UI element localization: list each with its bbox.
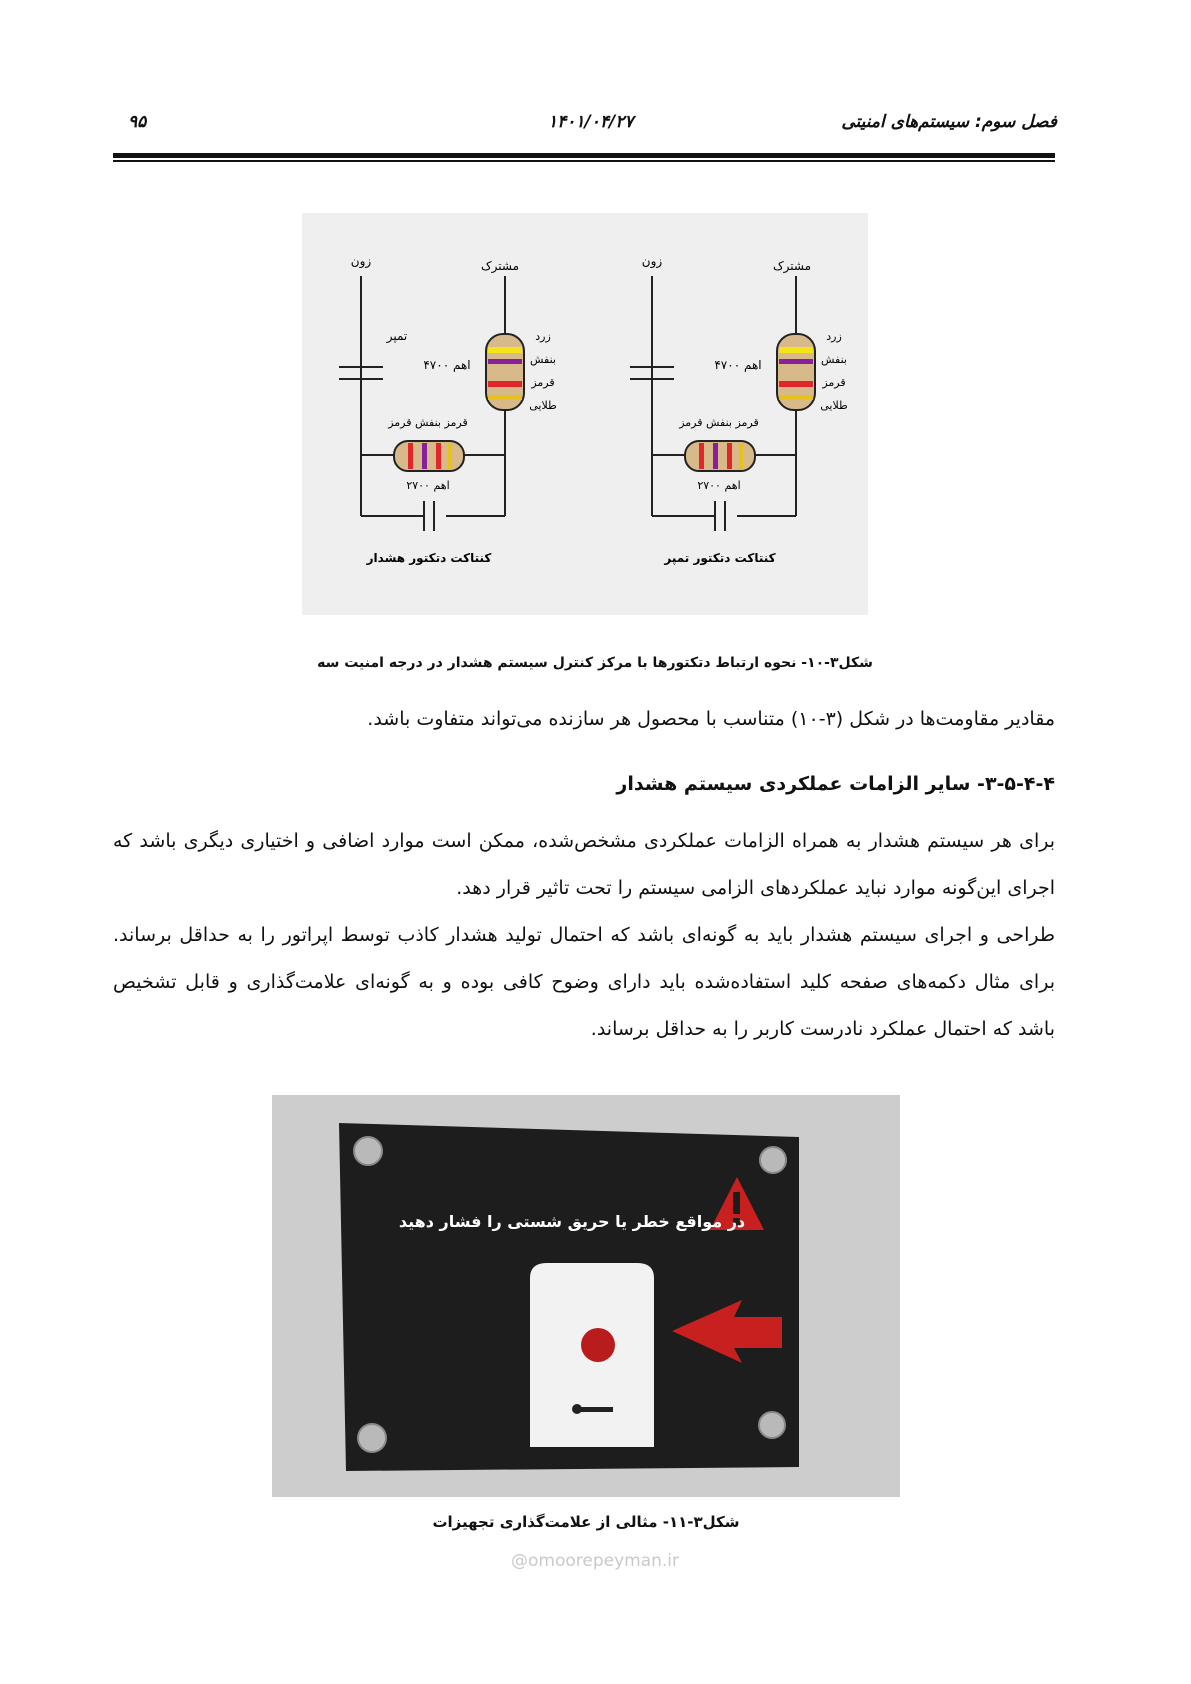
r2-colors: قرمز بنفش قرمز: [388, 416, 468, 429]
header-rule-thin: [113, 160, 1055, 162]
section-heading: ۳-۵-۴-۴- سایر الزامات عملکردی سیستم هشدار: [616, 773, 1055, 795]
resistor-2700-right: [685, 441, 755, 471]
paragraph-line: باشد که احتمال عملکرد نادرست کاربر را به حداقل برساند.: [590, 1018, 1055, 1040]
circuit-figure: [302, 213, 868, 615]
circuit-alarm: [339, 276, 505, 531]
contact-label: کنتاکت دتکتور هشدار: [366, 551, 492, 565]
r1-color-1: زرد: [535, 330, 551, 343]
zone-label: زون: [641, 254, 663, 268]
r1-color-4: طلایی: [820, 399, 848, 412]
common-label: مشترک: [480, 259, 520, 273]
r2-value: ۲۷۰۰ اهم: [406, 479, 450, 492]
r1-color-2: بنفش: [530, 353, 556, 366]
red-indicator-icon: [581, 1328, 615, 1362]
equipment-photo: [272, 1095, 900, 1497]
paragraph-2: [113, 818, 1055, 1053]
contact-label: کنتاکت دتکتور تمپر: [664, 551, 776, 565]
resistor-2700-left: [394, 441, 464, 471]
screw-icon: [354, 1137, 382, 1165]
paragraph-1: مقادیر مقاومت‌ها در شکل (۳-۱۰) متناسب با محصول هر سازنده می‌تواند متفاوت باشد.: [367, 708, 1055, 730]
circuit-tamper: [630, 276, 796, 531]
figure2-caption: شکل۳-۱۱- مثالی از علامت‌گذاری تجهیزات: [432, 1513, 740, 1531]
r1-value: ۴۷۰۰ اهم: [423, 358, 471, 372]
header-rule: [113, 153, 1055, 158]
paragraph-line: برای هر سیستم هشدار به همراه الزامات عملکردی مشخص‌شده، ممکن است موارد اضافی و اختیاری دیگری باشد که: [113, 830, 1055, 852]
page-number: ۹۵: [128, 112, 147, 132]
r1-value: ۴۷۰۰ اهم: [714, 358, 762, 372]
paragraph-line: اجرای این‌گونه موارد نباید عملکردهای الزامی سیستم را تحت تاثیر قرار دهد.: [456, 877, 1055, 899]
r1-color-3: قرمز: [531, 376, 555, 389]
r2-colors: قرمز بنفش قرمز: [679, 416, 759, 429]
figure1-caption: شکل۳-۱۰- نحوه ارتباط دتکتورها با مرکز کنترل سیستم هشدار در درجه امنیت سه: [317, 655, 873, 671]
screw-icon: [760, 1147, 786, 1173]
r2-value: ۲۷۰۰ اهم: [697, 479, 741, 492]
chapter-title: فصل سوم: سیستم‌های امنیتی: [841, 112, 1057, 132]
tamper-label: تمپر: [386, 329, 408, 343]
watermark: @omoorepeyman.ir: [510, 1551, 680, 1571]
r1-color-2: بنفش: [821, 353, 847, 366]
common-label: مشترک: [772, 259, 812, 273]
screw-icon: [358, 1424, 386, 1452]
r1-color-1: زرد: [826, 330, 842, 343]
paragraph-line: برای مثال دکمه‌های صفحه کلید استفاده‌شده باید دارای وضوح کافی بوده و به گونه‌ای علامت‌گذاری و قابل تشخیص: [113, 971, 1055, 993]
panel-text: در مواقع خطر یا حریق شستی را فشار دهید: [398, 1212, 746, 1231]
paragraph-line: طراحی و اجرای سیستم هشدار باید به گونه‌ای باشد که احتمال تولید هشدار کاذب توسط اپراتور را به حداقل برساند.: [113, 924, 1055, 946]
header-date: ۱۴۰۱/۰۴/۲۷: [548, 112, 634, 132]
r1-color-3: قرمز: [822, 376, 846, 389]
screw-icon: [759, 1412, 785, 1438]
zone-label: زون: [350, 254, 372, 268]
r1-color-4: طلایی: [529, 399, 557, 412]
resistor-4700-right: [777, 334, 815, 410]
resistor-4700-left: [486, 334, 524, 410]
